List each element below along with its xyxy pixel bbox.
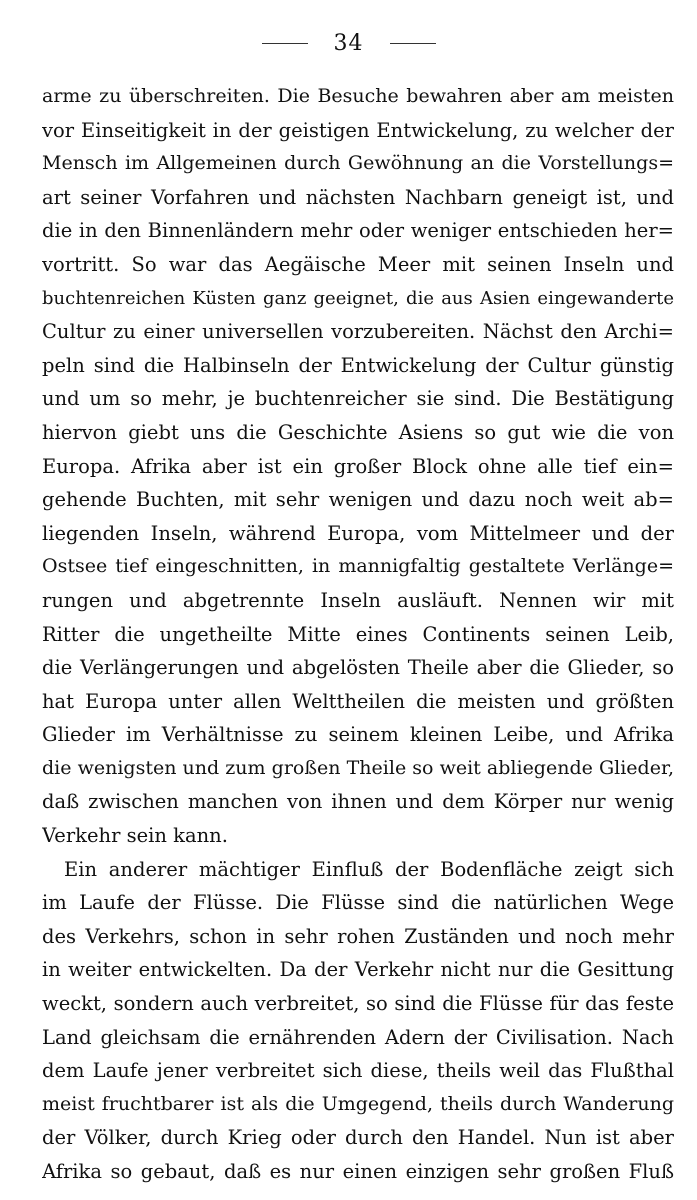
text-line: daß zwischen manchen von ihnen und dem Körper nur wenig (42, 790, 674, 814)
text-line: Glieder im Verhältnisse zu seinem kleinen Leibe, und Afrika (42, 723, 674, 747)
text-line: hiervon giebt uns die Geschichte Asiens so gut wie die von (42, 420, 674, 444)
paragraph-1 (42, 80, 674, 853)
text-line: die in den Binnenländern mehr oder weniger entschieden her= (42, 219, 674, 243)
text-line: Ritter die ungetheilte Mitte eines Continents seinen Leib, (42, 622, 674, 646)
text-line: peln sind die Halbinseln der Entwickelung der Cultur günstig (42, 353, 674, 377)
text-line: die wenigsten und zum großen Theile so weit abliegende Glieder, (42, 756, 674, 779)
text-line: Land gleichsam die ernährenden Adern der Civilisation. Nach (42, 1025, 674, 1049)
text-line: arme zu überschreiten. Die Besuche bewahren aber am meisten (42, 85, 674, 107)
paragraph-2 (42, 853, 674, 1189)
text-line: des Verkehrs, schon in sehr rohen Zuständen und noch mehr (42, 924, 674, 948)
header-rule-left (262, 43, 308, 44)
text-line: vor Einseitigkeit in der geistigen Entwickelung, zu welcher der (42, 118, 674, 142)
text-line: Afrika so gebaut, daß es nur einen einzigen sehr großen Fluß (42, 1160, 674, 1183)
text-line: Ostsee tief eingeschnitten, in mannigfaltig gestaltete Verlänge= (42, 555, 674, 578)
text-line: im Laufe der Flüsse. Die Flüsse sind die natürlichen Wege (42, 891, 674, 915)
text-line: art seiner Vorfahren und nächsten Nachbarn geneigt ist, und (42, 185, 674, 209)
page-number: 34 (333, 30, 364, 56)
text-line: der Völker, durch Krieg oder durch den Handel. Nun ist aber (42, 1126, 674, 1150)
text-line: hat Europa unter allen Welttheilen die meisten und größten (42, 689, 674, 713)
text-line: meist fruchtbarer ist als die Umgegend, theils durch Wanderung (42, 1092, 674, 1115)
text-line: die Verlängerungen und abgelösten Theile aber die Glieder, so (42, 656, 674, 680)
header-rule-right (390, 43, 436, 44)
text-line: weckt, sondern auch verbreitet, so sind die Flüsse für das feste (42, 992, 674, 1016)
text-line: rungen und abgetrennte Inseln ausläuft. Nennen wir mit (42, 588, 674, 612)
page-header (0, 28, 697, 58)
text-line: in weiter entwickelten. Da der Verkehr nicht nur die Gesittung (42, 958, 674, 982)
text-line: dem Laufe jener verbreitet sich diese, theils weil das Flußthal (42, 1059, 674, 1083)
text-line: Verkehr sein kann. (42, 824, 228, 848)
text-line: Ein anderer mächtiger Einfluß der Bodenfläche zeigt sich (64, 857, 674, 881)
text-line: und um so mehr, je buchtenreicher sie sind. Die Bestätigung (42, 387, 674, 411)
body-text (42, 80, 674, 1189)
text-line: gehende Buchten, mit sehr wenigen und dazu noch weit ab= (42, 488, 674, 512)
text-line: Mensch im Allgemeinen durch Gewöhnung an die Vorstellungs= (42, 152, 674, 175)
text-line: buchtenreichen Küsten ganz geeignet, die aus Asien eingewanderte (42, 287, 674, 309)
text-line: Cultur zu einer universellen vorzubereiten. Nächst den Archi= (42, 320, 674, 344)
text-line: Europa. Afrika aber ist ein großer Block ohne alle tief ein= (42, 454, 674, 478)
text-line: liegenden Inseln, während Europa, vom Mittelmeer und der (42, 521, 674, 545)
text-line: vortritt. So war das Aegäische Meer mit seinen Inseln und (42, 252, 674, 276)
